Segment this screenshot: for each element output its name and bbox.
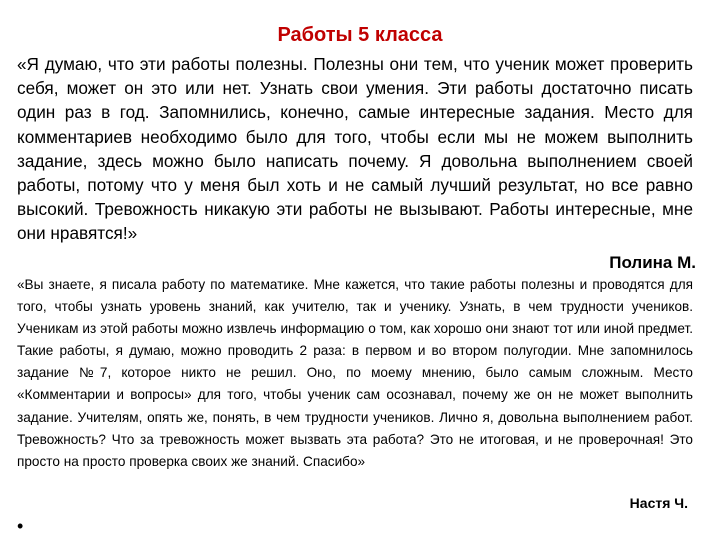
empty-bullet-point: • [17,516,24,536]
quote-nastya: «Вы знаете, я писала работу по математике. Мне кажется, что такие работы полезны и проводятся для того, чтобы узнать уровень знаний, как учителю, так и ученику. Узнать, в чем трудности учеников. Ученикам из этой работы можно извлечь информацию о том, как хорошо они знают тот или иной предмет. Такие работы, я думаю, можно проводить 2 раза: в первом и во втором полугодии. Мне запомнилось задание №7, которое никто не решил. Оно, по моему мнению, было самым сложным. Место «Комментарии и вопросы» для того, чтобы ученик сам осознавал, почему же он не может выполнить задание. Учителям, опять же, понять, в чем трудности учеников. Лично я, довольна выполнением работ. Тревожность? Что за тревожность может вызвать эта работа? Это не итоговая, и не проверочная! Это просто на просто проверка своих же знаний. Спасибо» [17,277,693,469]
page-title: Работы 5 класса [277,24,443,46]
quote-author-nastya: Настя Ч. [629,495,688,511]
quote-author-polina: Полина М. [609,253,696,272]
quote-polina: «Я думаю, что эти работы полезны. Полезны они тем, что ученик может проверить себя, может он это или нет. Узнать свои умения. Эти работы достаточно писать один раз в год. Запомнились, конечно, самые интересные задания. Место для комментариев необходимо было для того, чтобы если мы не можем выполнить задание, здесь можно было написать почему. Я довольна выполнением своей работы, потому что у меня был хоть и не самый лучший результат, но все равно высокий. Тревожность никакую эти работы не вызывают. Работы интересные, мне они нравятся!» [17,54,693,244]
